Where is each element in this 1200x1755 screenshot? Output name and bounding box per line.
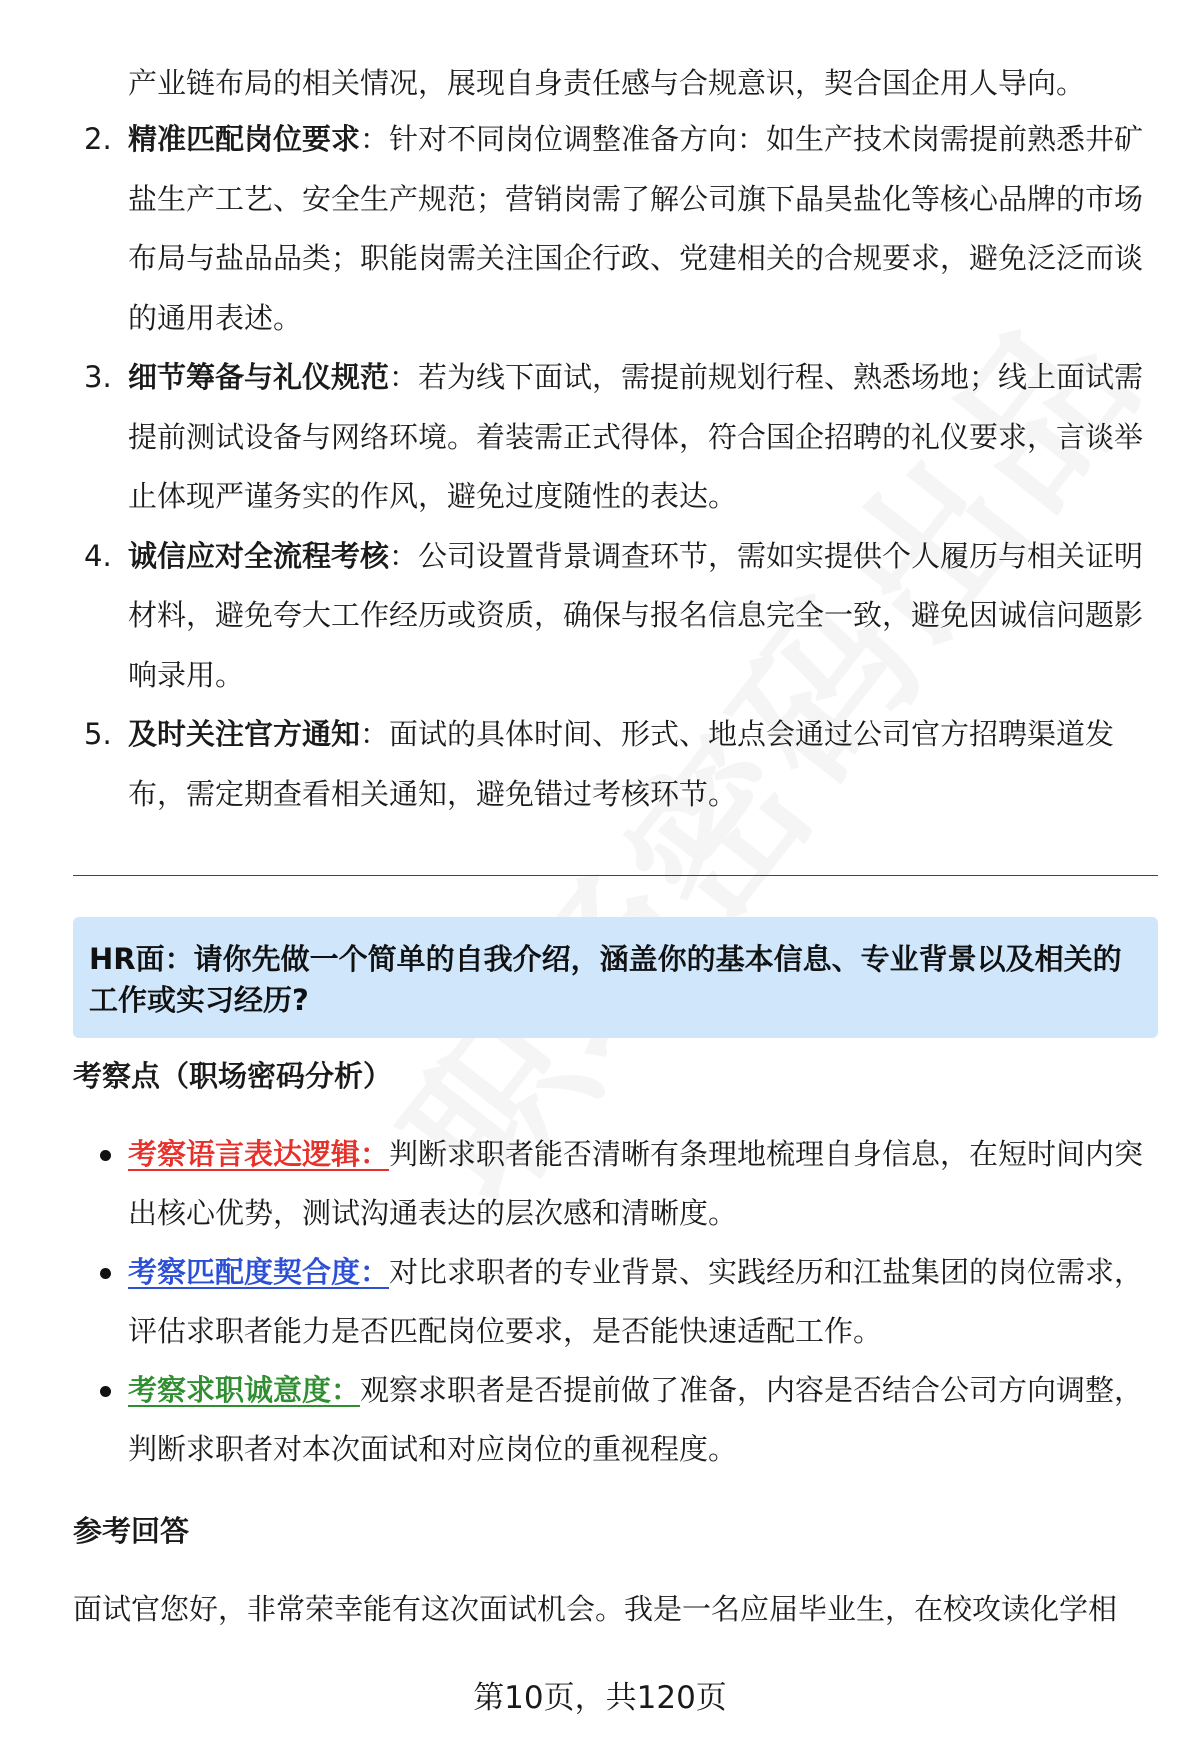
analysis-label: 考察求职诚意度： <box>128 1373 361 1407</box>
list-number: 5. <box>84 717 112 751</box>
item-text: 若为线下面试，需提前规划行程、熟悉场地；线上面试需提前测试设备与网络环境。着装需正式得体，符合国企招聘的礼仪要求，言谈举止体现严谨务实的作风，避免过度随性的表达。 <box>128 360 1144 513</box>
list-item <box>100 1125 1150 1243</box>
list-item <box>78 348 1148 527</box>
list-item <box>78 705 1148 824</box>
list-item <box>100 1361 1150 1479</box>
analysis-text: 判断求职者能否清晰有条理地梳理自身信息，在短时间内突出核心优势，测试沟通表达的层次感和清晰度。 <box>128 1137 1144 1230</box>
preparation-list <box>78 110 1148 824</box>
analysis-label: 考察语言表达逻辑： <box>128 1137 390 1171</box>
bullet-icon <box>100 1386 111 1397</box>
analysis-list <box>100 1125 1150 1479</box>
item-title: 诚信应对全流程考核 <box>128 538 390 573</box>
list-item <box>78 110 1148 348</box>
item-title: 精准匹配岗位要求 <box>128 122 361 156</box>
answer-paragraph: 面试官您好，非常荣幸能有这次面试机会。我是一名应届毕业生，在校攻读化学相 <box>73 1592 1118 1626</box>
bullet-icon <box>100 1268 111 1279</box>
list-number: 3. <box>84 360 112 394</box>
page-footer: 第10页，共120页 <box>473 1680 727 1716</box>
item-separator: ： <box>389 538 419 573</box>
list-number: 2. <box>84 122 112 156</box>
section-divider <box>73 875 1158 876</box>
list-item <box>78 527 1148 706</box>
item-title: 及时关注官方通知 <box>128 717 361 751</box>
analysis-text: 观察求职者是否提前做了准备，内容是否结合公司方向调整，判断求职者对本次面试和对应岗位的重视程度。 <box>128 1373 1144 1466</box>
item-text: 面试的具体时间、形式、地点会通过公司官方招聘渠道发布，需定期查看相关通知，避免错过考核环节。 <box>128 717 1115 811</box>
question-box <box>73 917 1158 1038</box>
analysis-heading: 考察点（职场密码分析） <box>73 1059 393 1093</box>
analysis-text: 对比求职者的专业背景、实践经历和江盐集团的岗位需求，评估求职者能力是否匹配岗位要求，是否能快速适配工作。 <box>128 1255 1144 1348</box>
continuation-paragraph: 产业链布局的相关情况，展现自身责任感与合规意识，契合国企用人导向。 <box>128 66 1086 100</box>
item-title: 细节筹备与礼仪规范 <box>128 360 390 394</box>
list-item <box>100 1243 1150 1361</box>
bullet-icon <box>100 1150 111 1161</box>
item-separator: ： <box>360 122 390 156</box>
list-number: 4. <box>84 538 112 573</box>
answer-heading: 参考回答 <box>73 1514 190 1548</box>
item-separator: ： <box>389 360 419 394</box>
item-text: 公司设置背景调查环节，需如实提供个人履历与相关证明材料，避免夸大工作经历或资质，确保与报名信息完全一致，避免因诚信问题影响录用。 <box>128 538 1144 692</box>
item-separator: ： <box>360 717 390 751</box>
analysis-label: 考察匹配度契合度： <box>128 1255 390 1289</box>
item-text: 针对不同岗位调整准备方向：如生产技术岗需提前熟悉井矿盐生产工艺、安全生产规范；营销岗需了解公司旗下晶昊盐化等核心品牌的市场布局与盐品品类；职能岗需关注国企行政、党建相关的合规要求，避免泛泛而谈的通用表述。 <box>128 122 1144 335</box>
question-text: HR面：请你先做一个简单的自我介绍，涵盖你的基本信息、专业背景以及相关的工作或实习经历? <box>89 942 1122 1017</box>
